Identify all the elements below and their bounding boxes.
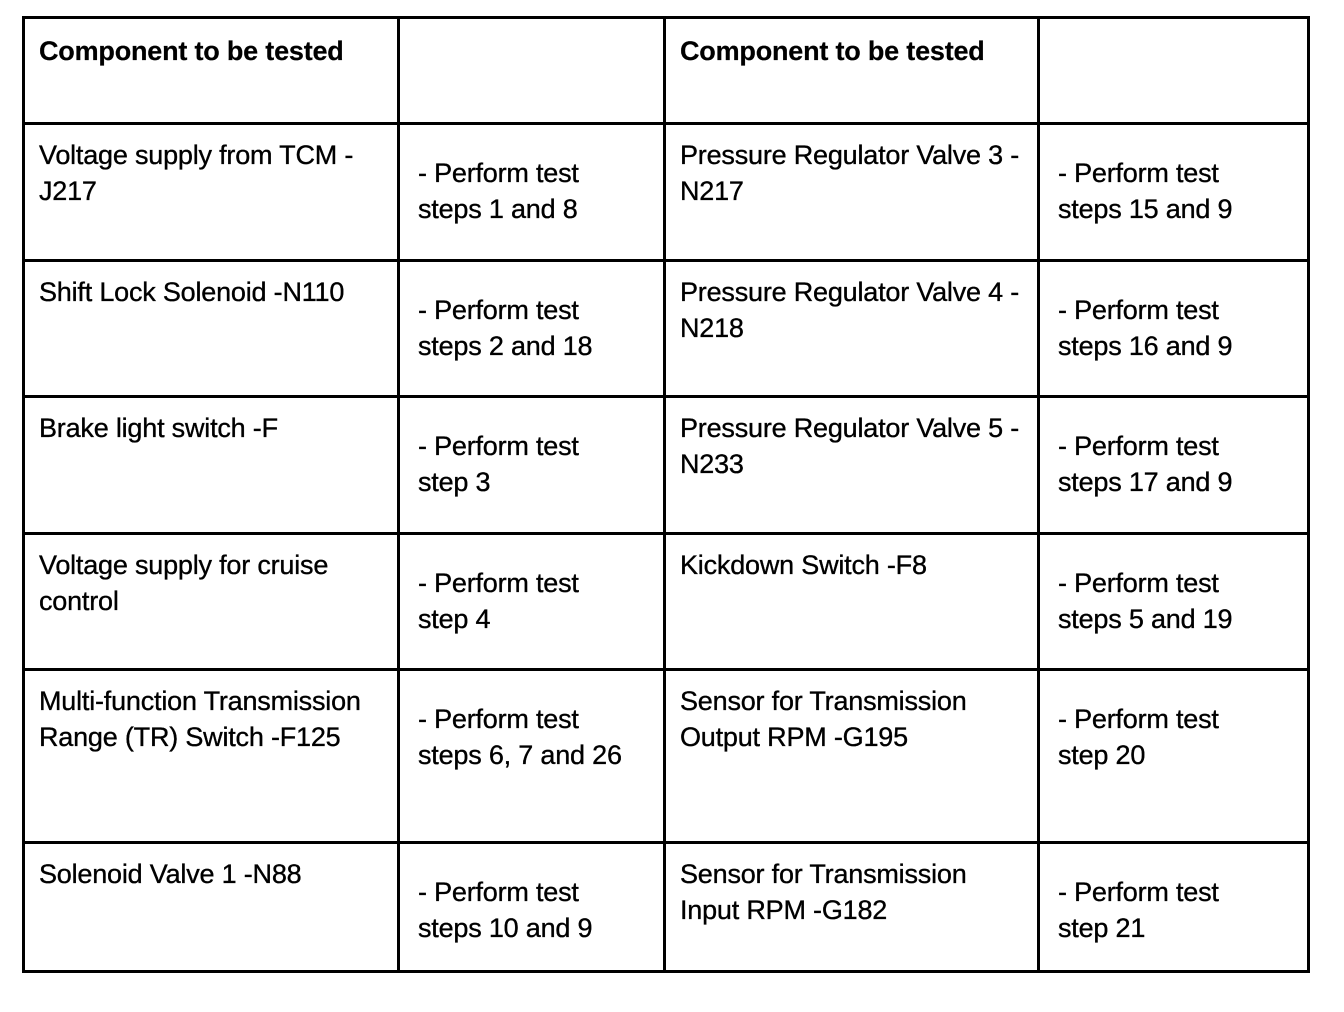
action-line: - Perform test [418,158,579,188]
action-line: steps 10 and 9 [418,913,593,943]
right-action-cell [1039,670,1309,843]
action-line: - Perform test [1058,568,1219,598]
table-row [24,843,1309,972]
action-line: - Perform test [418,295,579,325]
right-component-cell: Pressure Regulator Valve 5 -N233 [665,397,1039,534]
table-row [24,534,1309,670]
action-line: - Perform test [1058,295,1219,325]
left-action-cell [399,670,665,843]
right-component-cell: Pressure Regulator Valve 4 -N218 [665,261,1039,397]
component-test-table [22,16,1310,973]
action-line: steps 2 and 18 [418,331,593,361]
action-line: step 4 [418,604,491,634]
component-test-table-container [22,16,1307,970]
right-component-cell: Pressure Regulator Valve 3 -N217 [665,124,1039,261]
table-header-row [24,18,1309,124]
action-line: - Perform test [418,431,579,461]
action-line: - Perform test [1058,877,1219,907]
action-line: steps 16 and 9 [1058,331,1233,361]
action-line: steps 1 and 8 [418,194,578,224]
right-component-cell: Sensor for Transmission Output RPM -G195 [665,670,1039,843]
right-component-cell: Sensor for Transmission Input RPM -G182 [665,843,1039,972]
action-line: step 3 [418,467,491,497]
left-component-cell: Brake light switch -F [24,397,399,534]
left-component-cell: Voltage supply from TCM -J217 [24,124,399,261]
action-line: - Perform test [418,704,579,734]
left-action-cell [399,261,665,397]
action-line: - Perform test [1058,431,1219,461]
action-line: step 20 [1058,740,1146,770]
action-line: step 21 [1058,913,1146,943]
action-line: steps 15 and 9 [1058,194,1233,224]
action-line: steps 17 and 9 [1058,467,1233,497]
left-component-cell: Solenoid Valve 1 -N88 [24,843,399,972]
right-action-cell [1039,397,1309,534]
action-line: - Perform test [1058,704,1219,734]
right-action-cell [1039,124,1309,261]
right-action-cell [1039,534,1309,670]
action-line: steps 5 and 19 [1058,604,1233,634]
table-row [24,670,1309,843]
left-component-cell: Shift Lock Solenoid -N110 [24,261,399,397]
left-component-cell: Voltage supply for cruise control [24,534,399,670]
right-action-cell [1039,843,1309,972]
left-action-cell [399,124,665,261]
left-component-cell: Multi-function Transmission Range (TR) Switch -F125 [24,670,399,843]
table-row [24,397,1309,534]
action-line: - Perform test [418,568,579,598]
header-action-right [1039,18,1309,124]
right-component-cell: Kickdown Switch -F8 [665,534,1039,670]
header-action-left [399,18,665,124]
header-component-left: Component to be tested [24,18,399,124]
left-action-cell [399,534,665,670]
right-action-cell [1039,261,1309,397]
action-line: - Perform test [1058,158,1219,188]
table-row [24,261,1309,397]
table-row [24,124,1309,261]
left-action-cell [399,397,665,534]
action-line: steps 6, 7 and 26 [418,740,622,770]
left-action-cell [399,843,665,972]
action-line: - Perform test [418,877,579,907]
header-component-right: Component to be tested [665,18,1039,124]
